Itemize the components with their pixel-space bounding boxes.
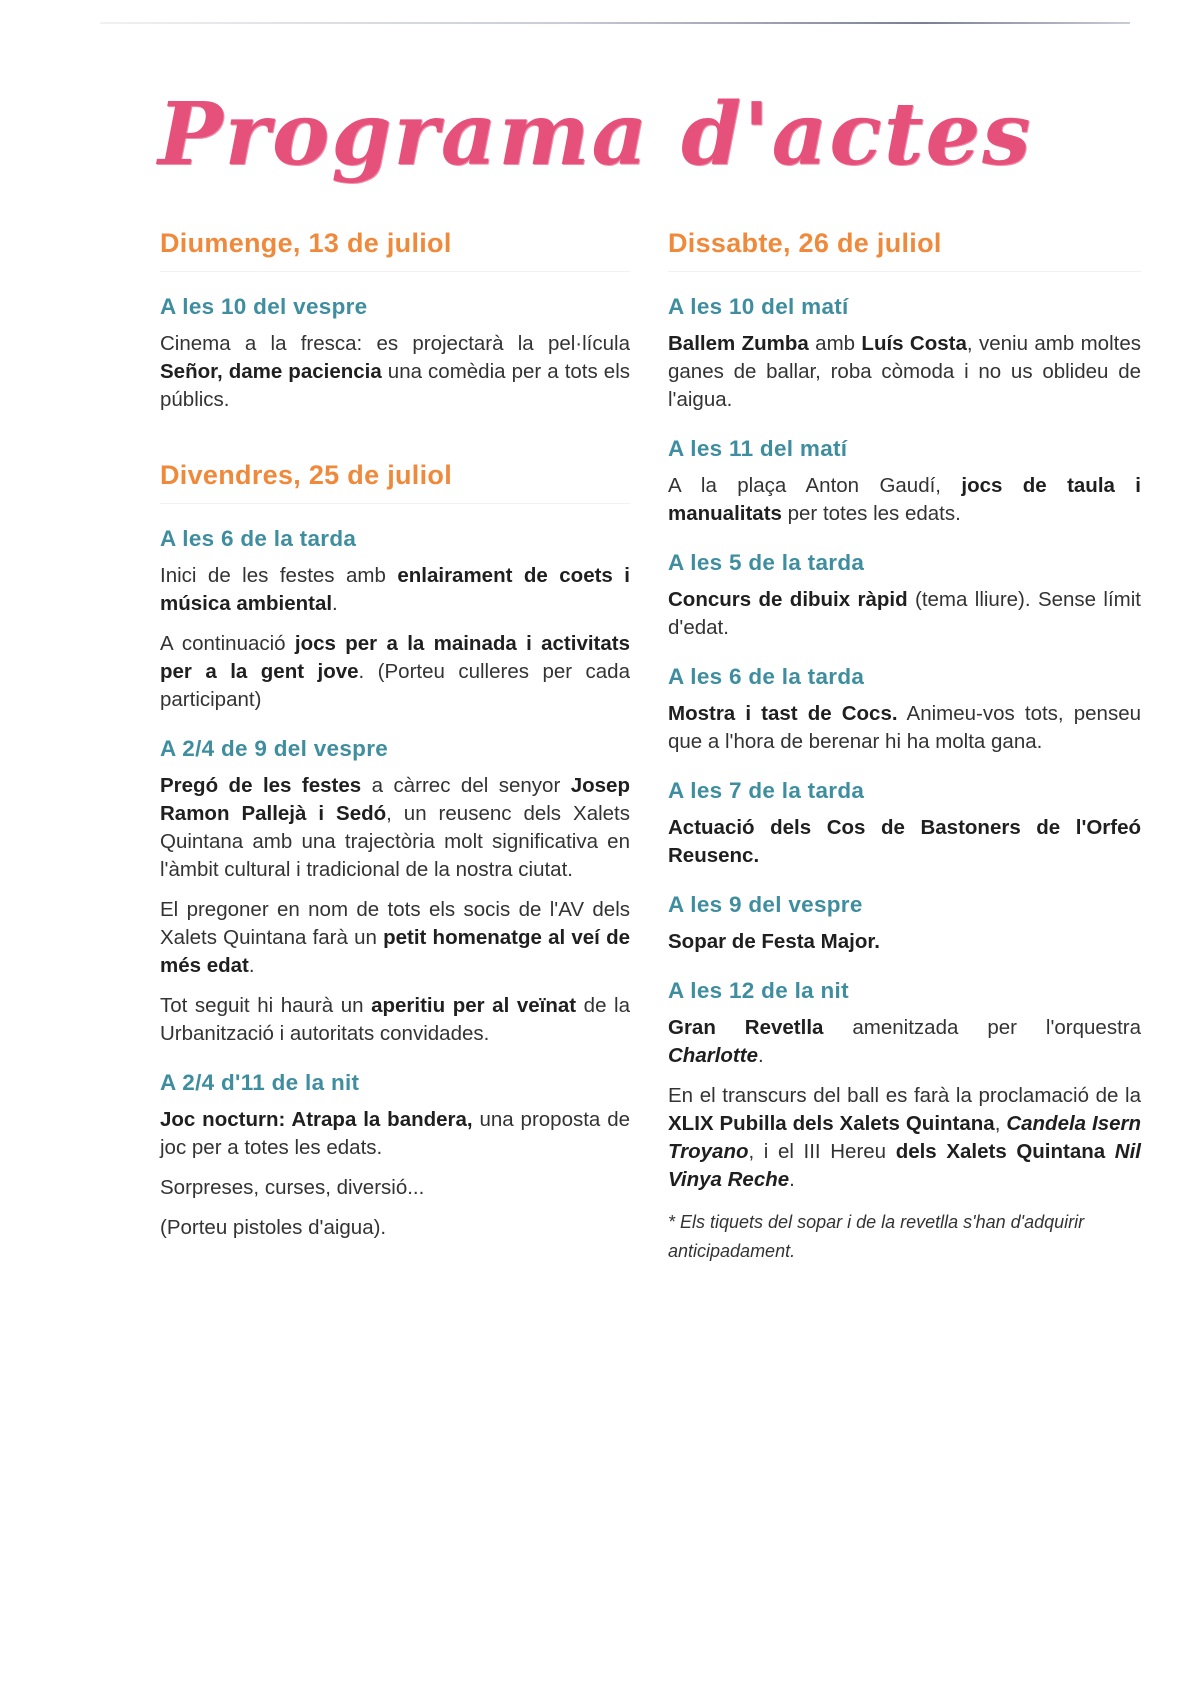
time-heading: A les 12 de la nit: [668, 978, 849, 1003]
event-description: A continuació jocs per a la mainada i activitats per a la gent jove. (Porteu culleres per cada participant): [160, 632, 630, 711]
event-description: Tot seguit hi haurà un aperitiu per al veïnat de la Urbanització i autoritats convidades.: [160, 994, 630, 1045]
time-heading: A les 9 del vespre: [668, 892, 863, 917]
right-column: [668, 220, 1141, 1266]
time-heading: A 2/4 d'11 de la nit: [160, 1070, 360, 1095]
event-description: El pregoner en nom de tots els socis de l'AV dels Xalets Quintana farà un petit homenatge al veí de més edat.: [160, 898, 630, 977]
event-description: Mostra i tast de Cocs. Animeu-vos tots, penseu que a l'hora de berenar hi ha molta gana.: [668, 702, 1141, 753]
ticket-note: * Els tiquets del sopar i de la revetlla s'han d'adquirir anticipadament.: [668, 1212, 1085, 1261]
day-heading-divendres: Divendres, 25 de juliol: [160, 460, 630, 504]
day-heading-diumenge: Diumenge, 13 de juliol: [160, 228, 630, 272]
event-description: Ballem Zumba amb Luís Costa, veniu amb moltes ganes de ballar, roba còmoda i no us oblideu de l'aigua.: [668, 332, 1141, 411]
top-rule: [100, 22, 1130, 24]
event-description: (Porteu pistoles d'aigua).: [160, 1216, 387, 1239]
event-description: Cinema a la fresca: es projectarà la pel·lícula Señor, dame paciencia una comèdia per a tots els públics.: [160, 332, 630, 411]
time-heading: A les 6 de la tarda: [668, 664, 865, 689]
time-heading: A les 7 de la tarda: [668, 778, 865, 803]
event-description: Gran Revetlla amenitzada per l'orquestra Charlotte.: [668, 1016, 1141, 1067]
event-description: Pregó de les festes a càrrec del senyor Josep Ramon Pallejà i Sedó, un reusenc dels Xalets Quintana amb una trajectòria molt significativa en l'àmbit cultural i tradicional de la nostra ciutat.: [160, 774, 630, 881]
event-description: Joc nocturn: Atrapa la bandera, una proposta de joc per a totes les edats.: [160, 1108, 630, 1159]
event-description: Sorpreses, curses, diversió...: [160, 1176, 425, 1199]
event-description: Actuació dels Cos de Bastoners de l'Orfeó Reusenc.: [668, 816, 1141, 867]
event-description: Inici de les festes amb enlairament de coets i música ambiental.: [160, 564, 630, 615]
event-description: Concurs de dibuix ràpid (tema lliure). Sense límit d'edat.: [668, 588, 1142, 639]
time-heading: A les 10 del matí: [668, 294, 849, 319]
time-heading: A les 5 de la tarda: [668, 550, 865, 575]
time-heading: A 2/4 de 9 del vespre: [160, 736, 389, 761]
event-description: Sopar de Festa Major.: [668, 930, 880, 953]
day-heading-dissabte: Dissabte, 26 de juliol: [668, 228, 1141, 272]
time-heading: A les 10 del vespre: [160, 294, 368, 319]
left-column: [160, 220, 630, 1254]
event-description: A la plaça Anton Gaudí, jocs de taula i manualitats per totes les edats.: [668, 474, 1141, 525]
event-description: En el transcurs del ball es farà la proclamació de la XLIX Pubilla dels Xalets Quintana, Candela Isern Troyano, i el III Hereu dels Xalets Quintana Nil Vinya Reche.: [668, 1084, 1141, 1191]
page-title: Programa d'actes: [158, 84, 1033, 185]
time-heading: A les 6 de la tarda: [160, 526, 357, 551]
time-heading: A les 11 del matí: [668, 436, 848, 461]
